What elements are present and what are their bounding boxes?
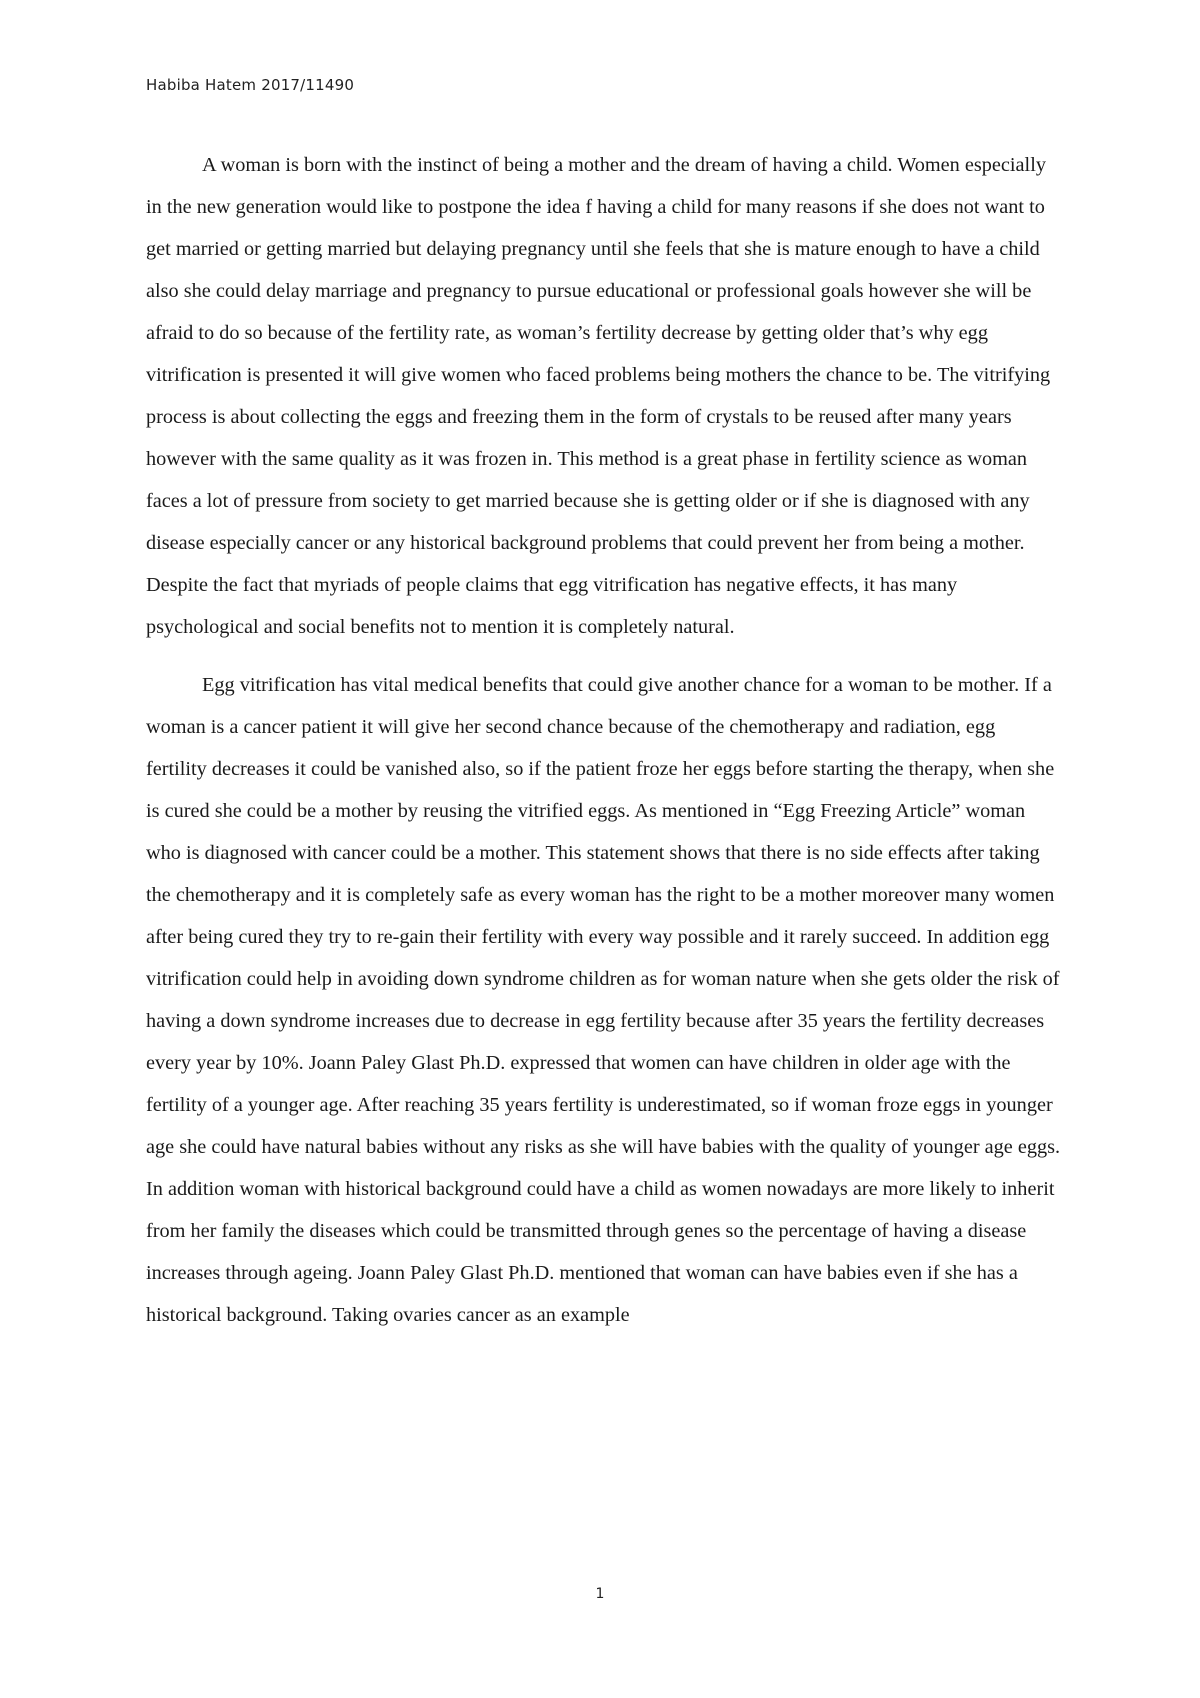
page-number: 1 <box>595 1586 605 1602</box>
paragraph-1: A woman is born with the instinct of being a mother and the dream of having a child. Women especially in the new generation would like to postpone the idea f having a child for many reasons if she does not want to get married or getting married but delaying pregnancy until she feels that she is mature enough to have a child also she could delay marriage and pregnancy to pursue educational or professional goals however she will be afraid to do so because of the fertility rate, as woman’s fertility decrease by getting older that’s why egg vitrification is presented it will give women who faced problems being mothers the chance to be. The vitrifying process is about collecting the eggs and freezing them in the form of crystals to be reused after many years however with the same quality as it was frozen in. This method is a great phase in fertility science as woman faces a lot of pressure from society to get married because she is getting older or if she is diagnosed with any disease especially cancer or any historical background problems that could prevent her from being a mother. Despite the fact that myriads of people claims that egg vitrification has negative effects, it has many psychological and social benefits not to mention it is completely natural. <box>146 154 1051 638</box>
paragraph-2: Egg vitrification has vital medical benefits that could give another chance for a woman to be mother. If a woman is a cancer patient it will give her second chance because of the chemotherapy and radiation, egg fertility decreases it could be vanished also, so if the patient froze her eggs before starting the therapy, when she is cured she could be a mother by reusing the vitrified eggs. As mentioned in “Egg Freezing Article” woman who is diagnosed with cancer could be a mother. This statement shows that there is no side effects after taking the chemotherapy and it is completely safe as every woman has the right to be a mother moreover many women after being cured they try to re-gain their fertility with every way possible and it rarely succeed. In addition egg vitrification could help in avoiding down syndrome children as for woman nature when she gets older the risk of having a down syndrome increases due to decrease in egg fertility because after 35 years the fertility decreases every year by 10%. Joann Paley Glast Ph.D. expressed that women can have children in older age with the fertility of a younger age. After reaching 35 years fertility is underestimated, so if woman froze eggs in younger age she could have natural babies without any risks as she will have babies with the quality of younger age eggs. In addition woman with historical background could have a child as women nowadays are more likely to inherit from her family the diseases which could be transmitted through genes so the percentage of having a disease increases through ageing. Joann Paley Glast Ph.D. mentioned that woman can have babies even if she has a historical background. Taking ovaries cancer as an example <box>146 674 1061 1326</box>
essay-body <box>146 144 1061 1352</box>
page-header: Habiba Hatem 2017/11490 <box>146 76 355 94</box>
